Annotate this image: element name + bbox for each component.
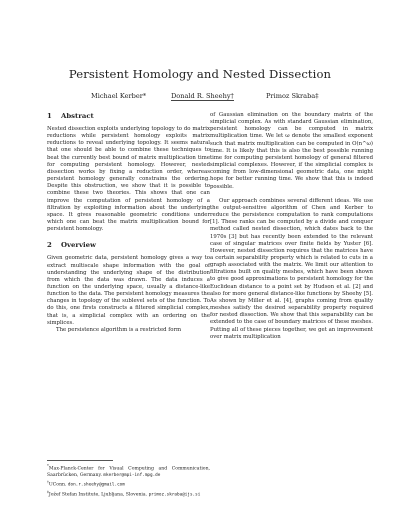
- right-paragraph-2: Our approach combines several different ideas. We use the output-sensitive algorithm of Chen and Kerber to reduce the persistence computation to rank computations [1]. These ranks can be computed by a divide and conquer method called nested dissection, which dates back to the 1970s [3] but has recently been extended to the relevant case of singular matrices over finite fields by Yuster [6]. However, nested dissection requires that the matrices have a certain separability property which is related to cuts in a graph associated with the matrix. We limit our attention to filtrations built on quality meshes, which have been shown to give good approximations to persistent homology for the Euclidean distance to a point set by Hudson et al. [2] and also for more general distance-like functions by Sheehy [5]. As shown by Miller et al. [4], graphs coming from quality meshes satisfy the desired separability property required for nested dissection. We show that this separability can be extended to the case of boundary matrices of these meshes. Putting all of these pieces together, we get an improvement over matrix multiplication: [210, 197, 373, 340]
- email-sheehy[interactable]: don.r.sheehy@gmail.com: [67, 482, 125, 488]
- overview-paragraph-1: Given geometric data, persistent homology gives a way to extract multiscale shape information with the goal of understanding the underlying shape of the distribution from which the data was drawn. The data induces a function on the underlying space, usually a distance-like function to the data. The persistent homology measures the changes in topology of the sublevel sets of the function. To do this, one firsts constructs a filtered simplicial complex, that is, a simplicial complex with an ordering on the simplices.: [47, 255, 210, 326]
- footnote-rule: [47, 460, 113, 461]
- footnote-skraba: ‡Jožef Stefan Institute, Ljubljana, Slovenia. primoz.skraba@ijs.si: [47, 489, 201, 498]
- author-kerber: Michael Kerber*: [91, 92, 147, 100]
- section-heading-abstract: 1 Abstract: [47, 112, 94, 120]
- author-sheehy: Donald R. Sheehy†: [171, 92, 234, 100]
- paper-title: Persistent Homology and Nested Dissection: [68, 67, 332, 81]
- footnote-sheehy: †UConn. don.r.sheehy@gmail.com: [47, 479, 125, 488]
- overview-paragraph-2: The persistence algorithm is a restricted form: [56, 326, 182, 333]
- right-paragraph-1: of Gaussian elimination on the boundary matrix of the simplicial complex. As with standard Gaussian elimination, persistent homology can be computed in matrix multiplication time. We let ω denote the smallest exponent such that matrix multiplication can be computed in O(n^ω) time. It is likely that this is also the best possible running time for computing persistent homology of general filtered simplicial complexes. However, if the simplicial complex is coming from low-dimensional geometric data, one might hope for better running time. We show that this is indeed possible.: [210, 112, 373, 190]
- section-heading-overview: 2 Overview: [47, 241, 96, 250]
- email-kerber[interactable]: mkerber@mpi-inf.mpg.de: [103, 472, 161, 478]
- footnote-kerber: *Max-Planck-Center for Visual Computing and Communication, Saarbrücken, Germany. mkerber@mpi-inf.mpg.de: [47, 463, 210, 478]
- footnotes: [47, 460, 210, 499]
- email-skraba[interactable]: primoz.skraba@ijs.si: [148, 492, 201, 498]
- abstract-paragraph: Nested dissection exploits underlying topology to do matrix reductions while persistent homology exploits matrix reductions to reveal underlying topology. It seems natural that one should be able to combine these techniques to beat the currently best bound of matrix multiplication time for computing persistent homology. However, nested dissection works by fixing a reduction order, whereas persistent homology generally constrains the ordering. Despite this obstruction, we show that it is possible to combine these two theories. This shows that one can improve the computation of persistent homology of a filtration by exploiting information about the underlying space. It gives reasonable geometric conditions under which one can beat the matrix multiplication bound for persistent homology.: [47, 126, 210, 233]
- author-skraba: Primoz Skraba‡: [266, 92, 319, 100]
- left-column: [47, 112, 210, 334]
- right-column: [210, 112, 373, 341]
